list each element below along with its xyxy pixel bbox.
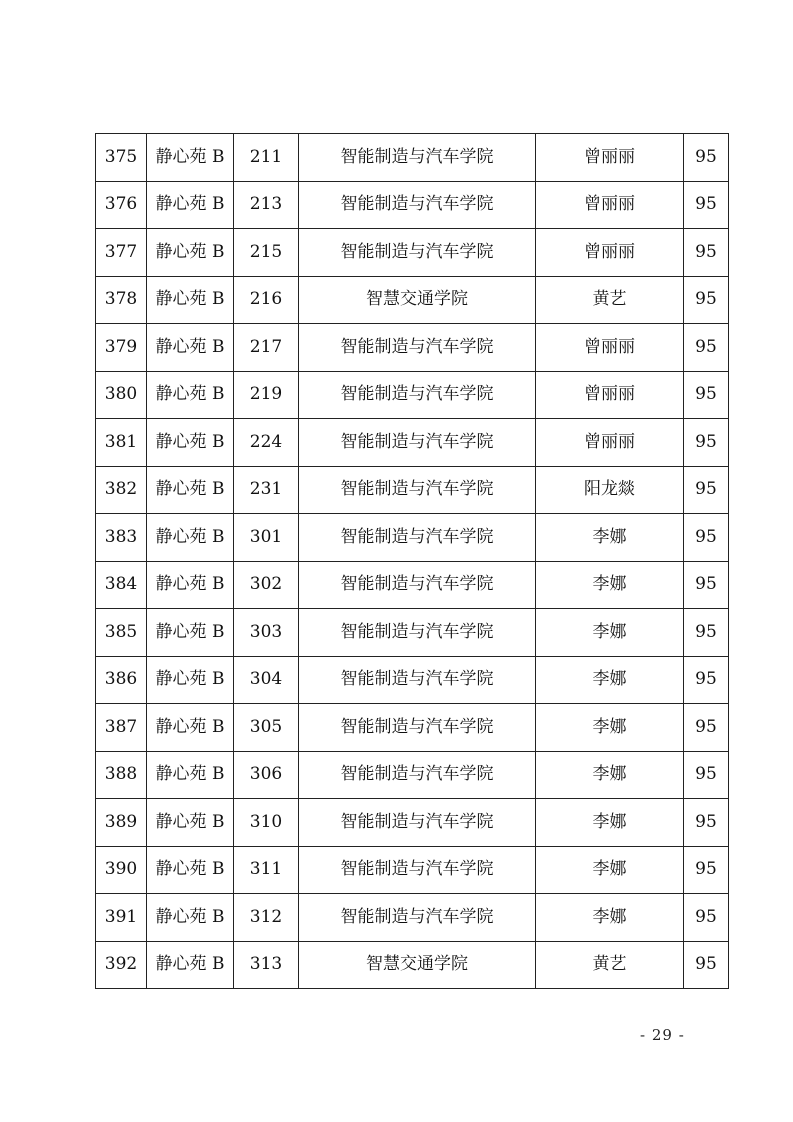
department-cell: 智能制造与汽车学院 [299,181,536,229]
counselor-cell: 黄艺 [536,941,684,989]
counselor-cell: 阳龙燚 [536,466,684,514]
serial-number-cell: 376 [96,181,147,229]
building-cell: 静心苑 B [147,276,234,324]
building-cell: 静心苑 B [147,894,234,942]
serial-number-cell: 391 [96,894,147,942]
counselor-cell: 李娜 [536,704,684,752]
table-row [96,514,729,562]
counselor-cell: 曾丽丽 [536,181,684,229]
counselor-cell: 李娜 [536,656,684,704]
score-cell: 95 [684,134,729,182]
table-row [96,656,729,704]
department-cell: 智能制造与汽车学院 [299,514,536,562]
table-body [96,134,729,989]
table-row [96,561,729,609]
room-number-cell: 303 [234,609,299,657]
counselor-cell: 曾丽丽 [536,371,684,419]
table-row [96,276,729,324]
serial-number-cell: 381 [96,419,147,467]
building-cell: 静心苑 B [147,799,234,847]
department-cell: 智能制造与汽车学院 [299,371,536,419]
counselor-cell: 李娜 [536,846,684,894]
department-cell: 智能制造与汽车学院 [299,609,536,657]
counselor-cell: 李娜 [536,561,684,609]
room-number-cell: 215 [234,229,299,277]
room-number-cell: 211 [234,134,299,182]
counselor-cell: 曾丽丽 [536,324,684,372]
score-cell: 95 [684,229,729,277]
table-row [96,419,729,467]
serial-number-cell: 375 [96,134,147,182]
room-number-cell: 219 [234,371,299,419]
serial-number-cell: 382 [96,466,147,514]
counselor-cell: 李娜 [536,894,684,942]
room-number-cell: 310 [234,799,299,847]
table-row [96,181,729,229]
counselor-cell: 李娜 [536,751,684,799]
building-cell: 静心苑 B [147,846,234,894]
table-row [96,751,729,799]
table-row [96,799,729,847]
building-cell: 静心苑 B [147,704,234,752]
serial-number-cell: 390 [96,846,147,894]
score-cell: 95 [684,799,729,847]
score-cell: 95 [684,419,729,467]
room-number-cell: 311 [234,846,299,894]
dormitory-score-table [95,133,729,989]
score-cell: 95 [684,656,729,704]
department-cell: 智能制造与汽车学院 [299,704,536,752]
serial-number-cell: 380 [96,371,147,419]
counselor-cell: 曾丽丽 [536,419,684,467]
room-number-cell: 302 [234,561,299,609]
table-row [96,846,729,894]
score-cell: 95 [684,751,729,799]
building-cell: 静心苑 B [147,514,234,562]
counselor-cell: 李娜 [536,514,684,562]
department-cell: 智慧交通学院 [299,941,536,989]
room-number-cell: 312 [234,894,299,942]
serial-number-cell: 385 [96,609,147,657]
building-cell: 静心苑 B [147,324,234,372]
room-number-cell: 216 [234,276,299,324]
page-number: - 29 - [640,1026,685,1044]
table-row [96,894,729,942]
room-number-cell: 231 [234,466,299,514]
table-row [96,229,729,277]
counselor-cell: 曾丽丽 [536,134,684,182]
serial-number-cell: 383 [96,514,147,562]
department-cell: 智能制造与汽车学院 [299,799,536,847]
score-cell: 95 [684,276,729,324]
counselor-cell: 曾丽丽 [536,229,684,277]
table-row [96,466,729,514]
department-cell: 智能制造与汽车学院 [299,419,536,467]
department-cell: 智能制造与汽车学院 [299,846,536,894]
building-cell: 静心苑 B [147,656,234,704]
room-number-cell: 313 [234,941,299,989]
room-number-cell: 213 [234,181,299,229]
score-cell: 95 [684,324,729,372]
room-number-cell: 301 [234,514,299,562]
score-cell: 95 [684,466,729,514]
table-row [96,704,729,752]
serial-number-cell: 388 [96,751,147,799]
building-cell: 静心苑 B [147,941,234,989]
building-cell: 静心苑 B [147,134,234,182]
score-cell: 95 [684,704,729,752]
room-number-cell: 305 [234,704,299,752]
table-row [96,324,729,372]
table-row [96,134,729,182]
building-cell: 静心苑 B [147,751,234,799]
score-cell: 95 [684,894,729,942]
score-cell: 95 [684,371,729,419]
room-number-cell: 217 [234,324,299,372]
serial-number-cell: 378 [96,276,147,324]
building-cell: 静心苑 B [147,371,234,419]
serial-number-cell: 389 [96,799,147,847]
serial-number-cell: 392 [96,941,147,989]
department-cell: 智能制造与汽车学院 [299,656,536,704]
table-row [96,371,729,419]
serial-number-cell: 384 [96,561,147,609]
serial-number-cell: 379 [96,324,147,372]
score-cell: 95 [684,181,729,229]
room-number-cell: 304 [234,656,299,704]
building-cell: 静心苑 B [147,609,234,657]
building-cell: 静心苑 B [147,466,234,514]
counselor-cell: 李娜 [536,609,684,657]
department-cell: 智能制造与汽车学院 [299,751,536,799]
score-cell: 95 [684,609,729,657]
serial-number-cell: 387 [96,704,147,752]
counselor-cell: 黄艺 [536,276,684,324]
department-cell: 智能制造与汽车学院 [299,229,536,277]
department-cell: 智能制造与汽车学院 [299,324,536,372]
serial-number-cell: 377 [96,229,147,277]
department-cell: 智能制造与汽车学院 [299,134,536,182]
score-cell: 95 [684,561,729,609]
department-cell: 智能制造与汽车学院 [299,561,536,609]
building-cell: 静心苑 B [147,229,234,277]
room-number-cell: 224 [234,419,299,467]
department-cell: 智能制造与汽车学院 [299,466,536,514]
building-cell: 静心苑 B [147,181,234,229]
counselor-cell: 李娜 [536,799,684,847]
building-cell: 静心苑 B [147,419,234,467]
building-cell: 静心苑 B [147,561,234,609]
department-cell: 智能制造与汽车学院 [299,894,536,942]
room-number-cell: 306 [234,751,299,799]
score-cell: 95 [684,514,729,562]
score-cell: 95 [684,846,729,894]
table-row [96,941,729,989]
table-row [96,609,729,657]
score-cell: 95 [684,941,729,989]
serial-number-cell: 386 [96,656,147,704]
department-cell: 智慧交通学院 [299,276,536,324]
